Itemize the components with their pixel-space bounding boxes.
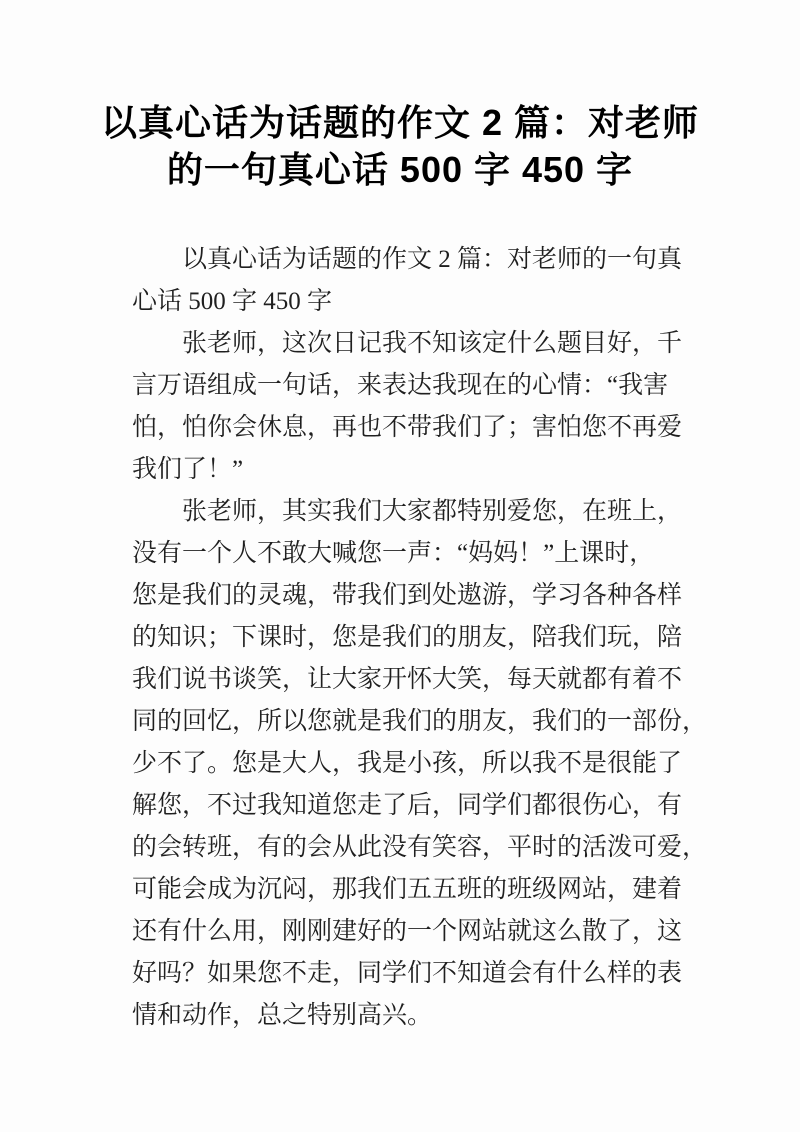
document-body [132,239,712,1037]
text-line: 的知识；下课时，您是我们的朋友，陪我们玩，陪 [132,624,683,651]
text-line: 的会转班，有的会从此没有笑容，平时的活泼可爱， [132,834,708,861]
text-line: 同的回忆，所以您就是我们的朋友，我们的一部份， [132,708,708,735]
text-line: 没有一个人不敢大喊您一声：“妈妈！”上课时， [132,540,655,567]
text-line: 情和动作，总之特别高兴。 [132,1002,433,1029]
document-title [0,0,800,193]
text-line: 以真心话为话题的作文 2 篇：对老师的一句真 [182,246,683,273]
text-line: 张老师，其实我们大家都特别爱您，在班上， [182,498,683,525]
document-title-line-2: 的一句真心话 500 字 450 字 [166,149,634,190]
paragraph-summary [132,239,712,323]
text-line: 解您，不过我知道您走了后，同学们都很伤心，有 [132,792,683,819]
text-line: 少不了。您是大人，我是小孩，所以我不是很能了 [132,750,683,777]
text-line: 言万语组成一句话，来表达我现在的心情：“我害 [132,372,669,399]
text-line: 张老师，这次日记我不知该定什么题目好，千 [182,330,683,357]
text-line: 可能会成为沉闷，那我们五五班的班级网站，建着 [132,876,683,903]
text-line: 我们说书谈笑，让大家开怀大笑，每天就都有着不 [132,666,683,693]
text-line: 您是我们的灵魂，带我们到处遨游，学习各种各样 [132,582,683,609]
text-line: 好吗？如果您不走，同学们不知道会有什么样的表 [132,960,683,987]
text-line: 还有什么用，刚刚建好的一个网站就这么散了，这 [132,918,683,945]
text-line: 我们了！” [132,456,244,483]
text-line: 怕，怕你会休息，再也不带我们了；害怕您不再爱 [132,414,683,441]
text-line: 心话 500 字 450 字 [132,288,333,315]
document-title-line-1: 以真心话为话题的作文 2 篇：对老师 [100,102,700,143]
paragraph-opening [132,323,712,491]
paragraph-main [132,491,712,1037]
